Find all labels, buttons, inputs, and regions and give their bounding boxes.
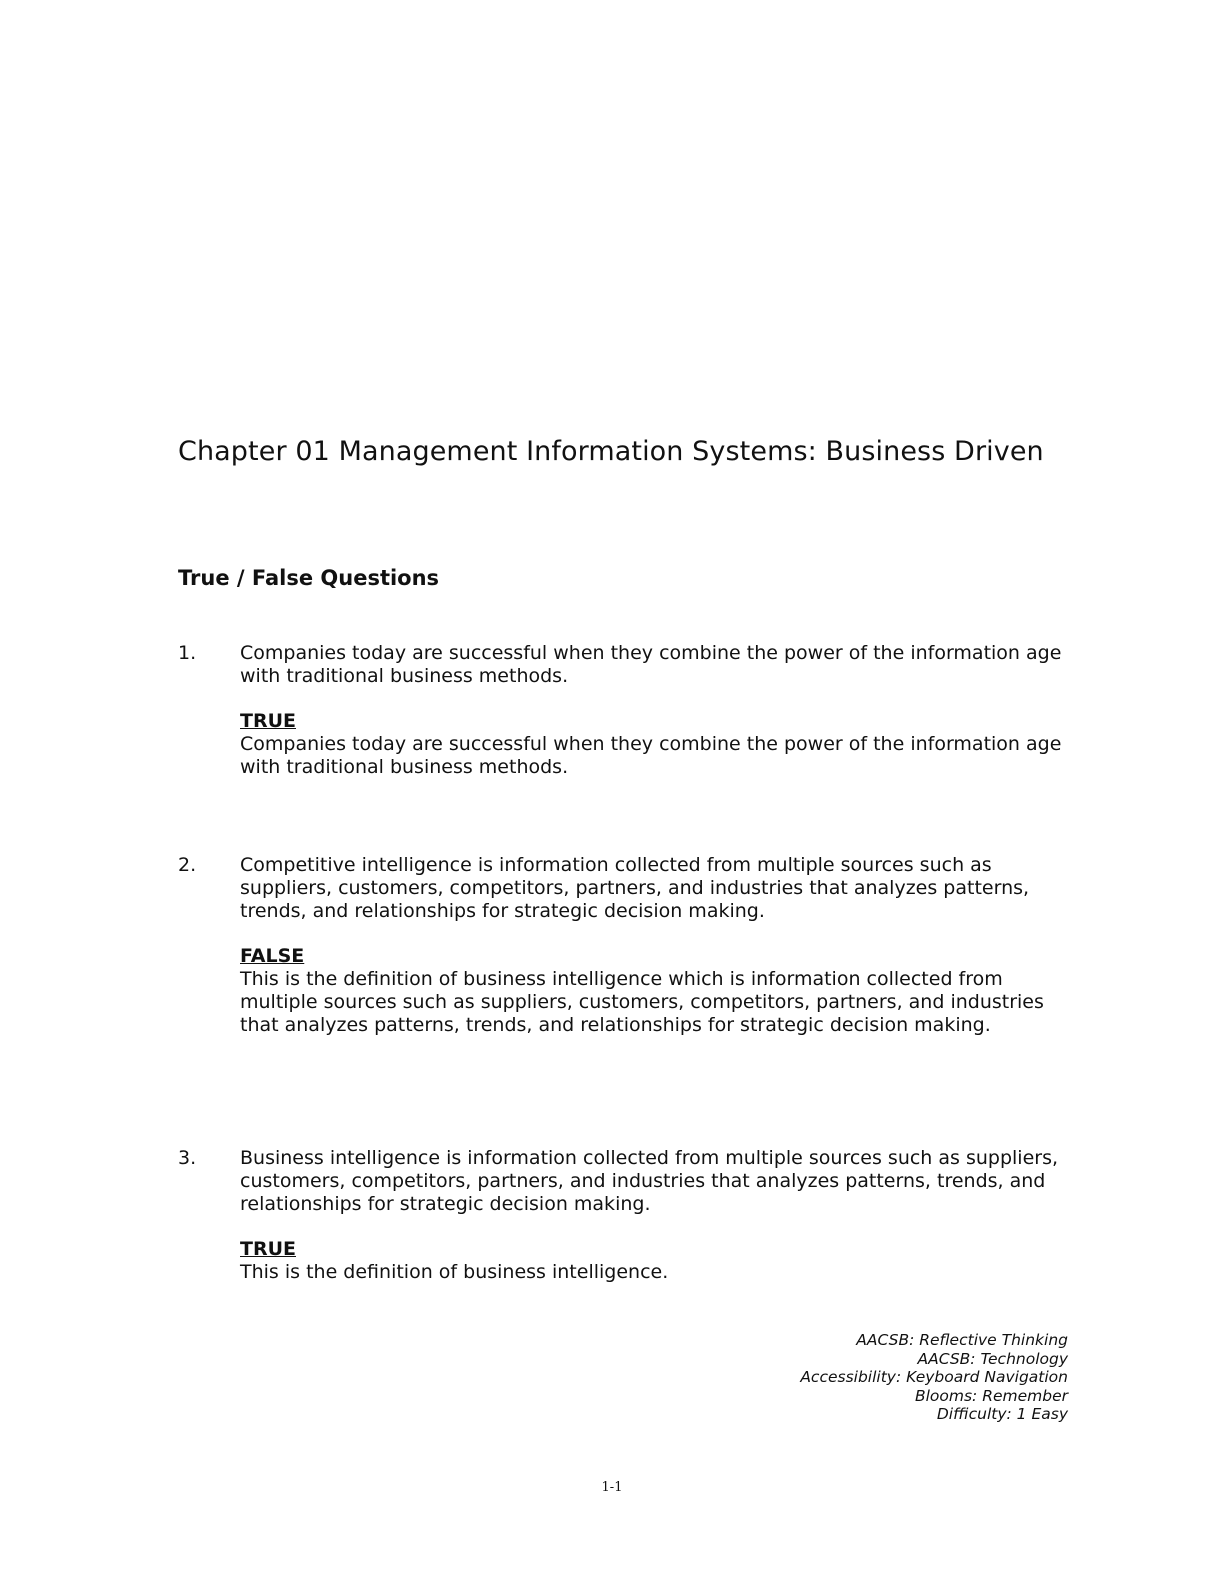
metadata-aacsb-technology: AACSB: Technology bbox=[917, 1349, 1068, 1368]
question-item bbox=[178, 854, 1068, 1037]
question-number: 1. bbox=[178, 642, 197, 664]
question-number: 2. bbox=[178, 854, 197, 876]
question-text: Business intelligence is information collected from multiple sources such as suppliers, customers, competitors, partners, and industries that analyzes patterns, trends, and relationships for strategic decision making. bbox=[240, 1147, 1059, 1215]
page-number: 1-1 bbox=[601, 1480, 623, 1495]
metadata-blooms: Blooms: Remember bbox=[914, 1386, 1068, 1405]
question-metadata bbox=[800, 1331, 1068, 1424]
question-item bbox=[178, 642, 1068, 779]
answer-label: TRUE bbox=[240, 710, 296, 732]
question-text: Competitive intelligence is information collected from multiple sources such as suppliers, customers, competitors, partners, and industries that analyzes patterns, trends, and relationships for strategic decision making. bbox=[240, 854, 1030, 922]
section-heading: True / False Questions bbox=[178, 566, 440, 590]
metadata-aacsb-reflective: AACSB: Reflective Thinking bbox=[856, 1331, 1068, 1349]
answer-explanation: This is the definition of business intelligence which is information collected from multiple sources such as suppliers, customers, competitors, partners, and industries that analyzes patterns, trends, and relationships for strategic decision making. bbox=[240, 968, 1044, 1036]
answer-explanation: This is the definition of business intelligence. bbox=[240, 1261, 669, 1283]
question-body bbox=[240, 1147, 1068, 1284]
answer-label: TRUE bbox=[240, 1238, 296, 1260]
question-text: Companies today are successful when they combine the power of the information age with traditional business methods. bbox=[240, 642, 1062, 687]
chapter-title: Chapter 01 Management Information Systems: Business Driven bbox=[178, 436, 1044, 467]
question-body bbox=[240, 642, 1068, 779]
answer-label: FALSE bbox=[240, 945, 305, 967]
metadata-accessibility: Accessibility: Keyboard Navigation bbox=[800, 1368, 1068, 1386]
question-body bbox=[240, 854, 1068, 1037]
metadata-difficulty: Difficulty: 1 Easy bbox=[936, 1405, 1068, 1423]
question-number: 3. bbox=[178, 1147, 197, 1169]
question-item bbox=[178, 1147, 1068, 1284]
answer-explanation: Companies today are successful when they combine the power of the information age with traditional business methods. bbox=[240, 733, 1062, 778]
